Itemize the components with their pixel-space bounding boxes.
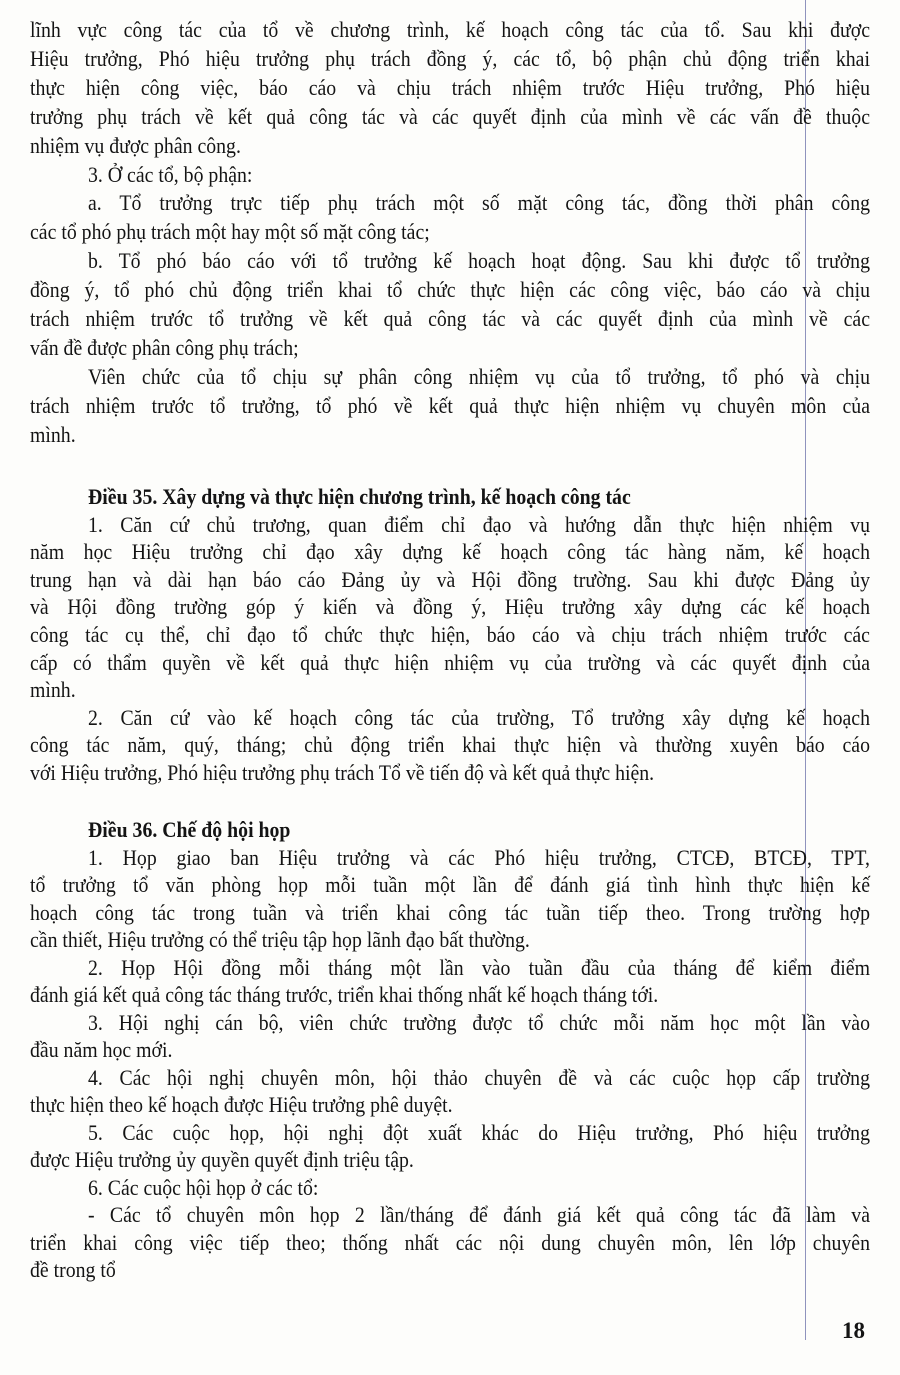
paragraph-line: vấn đề được phân công phụ trách;: [30, 334, 299, 360]
paragraph-line: đánh giá kết quả công tác tháng trước, triển khai thống nhất kế hoạch tháng tới.: [30, 982, 659, 1007]
paragraph-line: đồng ý, tổ phó chủ động triển khai tổ chức thực hiện các công việc, báo cáo và chịu: [30, 277, 870, 303]
page-number: 18: [842, 1318, 865, 1343]
paragraph-line: và Hội đồng trường góp ý kiến và đồng ý, Hiệu trưởng xây dựng các kế hoạch: [30, 594, 870, 620]
article-heading: Điều 35. Xây dựng và thực hiện chương trình, kế hoạch công tác: [88, 484, 631, 509]
paragraph-line: tổ trưởng tổ văn phòng họp mỗi tuần một lần để đánh giá tình hình thực hiện kế: [30, 872, 870, 897]
paragraph-line: Hiệu trưởng, Phó hiệu trưởng phụ trách đồng ý, các tổ, bộ phận chủ động triển khai: [30, 45, 870, 71]
paragraph-line: đầu năm học mới.: [30, 1037, 173, 1062]
paragraph-line: với Hiệu trưởng, Phó hiệu trưởng phụ trách Tổ về tiến độ và kết quả thực hiện.: [30, 760, 655, 785]
paragraph-line: a. Tổ trưởng trực tiếp phụ trách một số mặt công tác, đồng thời phân công: [88, 190, 870, 216]
paragraph-line: triển khai công việc tiếp theo; thống nhất các nội dung chuyên môn, lên lớp chuyên: [30, 1229, 870, 1255]
paragraph-line: thực hiện công việc, báo cáo và chịu trách nhiệm trước Hiệu trưởng, Phó hiệu: [30, 74, 870, 100]
paragraph-line: năm học Hiệu trưởng chỉ đạo xây dựng kế hoạch công tác hàng năm, kế hoạch: [30, 539, 870, 565]
paragraph-line: 1. Căn cứ chủ trương, quan điểm chỉ đạo và hướng dẫn thực hiện nhiệm vụ: [88, 511, 870, 537]
paragraph-line: hoạch công tác trong tuần và triển khai công tác tuần tiếp theo. Trong trường hợp: [30, 899, 870, 925]
paragraph-line: đề trong tổ: [30, 1257, 116, 1282]
paragraph-line: cần thiết, Hiệu trưởng có thể triệu tập họp lãnh đạo bất thường.: [30, 927, 530, 952]
paragraph-line: 3. Ở các tổ, bộ phận:: [88, 161, 253, 187]
paragraph-line: 1. Họp giao ban Hiệu trưởng và các Phó hiệu trưởng, CTCĐ, BTCĐ, TPT,: [88, 844, 870, 870]
paragraph-line: 6. Các cuộc hội họp ở các tổ:: [88, 1174, 319, 1200]
paragraph-line: 3. Hội nghị cán bộ, viên chức trường được tổ chức mỗi năm học một lần vào: [88, 1009, 870, 1035]
paragraph-line: mình.: [30, 677, 76, 703]
article-heading: Điều 36. Chế độ hội họp: [88, 817, 291, 842]
paragraph-line: được Hiệu trưởng ủy quyền quyết định triệu tập.: [30, 1147, 414, 1172]
paragraph-line: b. Tổ phó báo cáo với tổ trưởng kế hoạch hoạt động. Sau khi được tổ trưởng: [88, 248, 870, 274]
paragraph-line: trách nhiệm trước tổ trưởng về kết quả công tác và các quyết định của mình về các: [30, 306, 870, 331]
paragraph-line: cấp có thẩm quyền về kết quả thực hiện nhiệm vụ của trường và các quyết định của: [30, 649, 870, 675]
paragraph-line: 5. Các cuộc họp, hội nghị đột xuất khác do Hiệu trưởng, Phó hiệu trưởng: [88, 1119, 870, 1145]
paragraph-line: 2. Căn cứ vào kế hoạch công tác của trường, Tổ trưởng xây dựng kế hoạch: [88, 704, 870, 730]
paragraph-line: 2. Họp Hội đồng mỗi tháng một lần vào tuần đầu của tháng để kiểm điểm: [88, 954, 870, 980]
paragraph-line: trung hạn và dài hạn báo cáo Đảng ủy và Hội đồng trường. Sau khi được Đảng ủy: [30, 566, 870, 592]
paragraph-line: mình.: [30, 421, 76, 447]
paragraph-line: lĩnh vực công tác của tổ về chương trình, kế hoạch công tác của tổ. Sau khi được: [30, 17, 870, 42]
paragraph-line: nhiệm vụ được phân công.: [30, 132, 241, 158]
paragraph-line: - Các tổ chuyên môn họp 2 lần/tháng để đánh giá kết quả công tác đã làm và: [88, 1202, 870, 1227]
paragraph-line: Viên chức của tổ chịu sự phân công nhiệm vụ của tổ trưởng, tổ phó và chịu: [88, 363, 870, 389]
paragraph-line: trách nhiệm trước tổ trưởng, tổ phó về kết quả thực hiện nhiệm vụ chuyên môn của: [30, 392, 870, 418]
paragraph-line: các tổ phó phụ trách một hay một số mặt công tác;: [30, 219, 430, 245]
paragraph-line: công tác cụ thể, chỉ đạo tổ chức thực hiện, báo cáo và chịu trách nhiệm trước các: [30, 622, 870, 647]
paragraph-line: trưởng phụ trách về kết quả công tác và các quyết định của mình về các vấn đề thuộc: [30, 103, 870, 129]
paragraph-line: thực hiện theo kế hoạch được Hiệu trưởng phê duyệt.: [30, 1092, 453, 1117]
paragraph-line: công tác năm, quý, tháng; chủ động triển khai thực hiện và thường xuyên báo cáo: [30, 732, 870, 758]
paragraph-line: 4. Các hội nghị chuyên môn, hội thảo chuyên đề và các cuộc họp cấp trường: [88, 1064, 870, 1090]
